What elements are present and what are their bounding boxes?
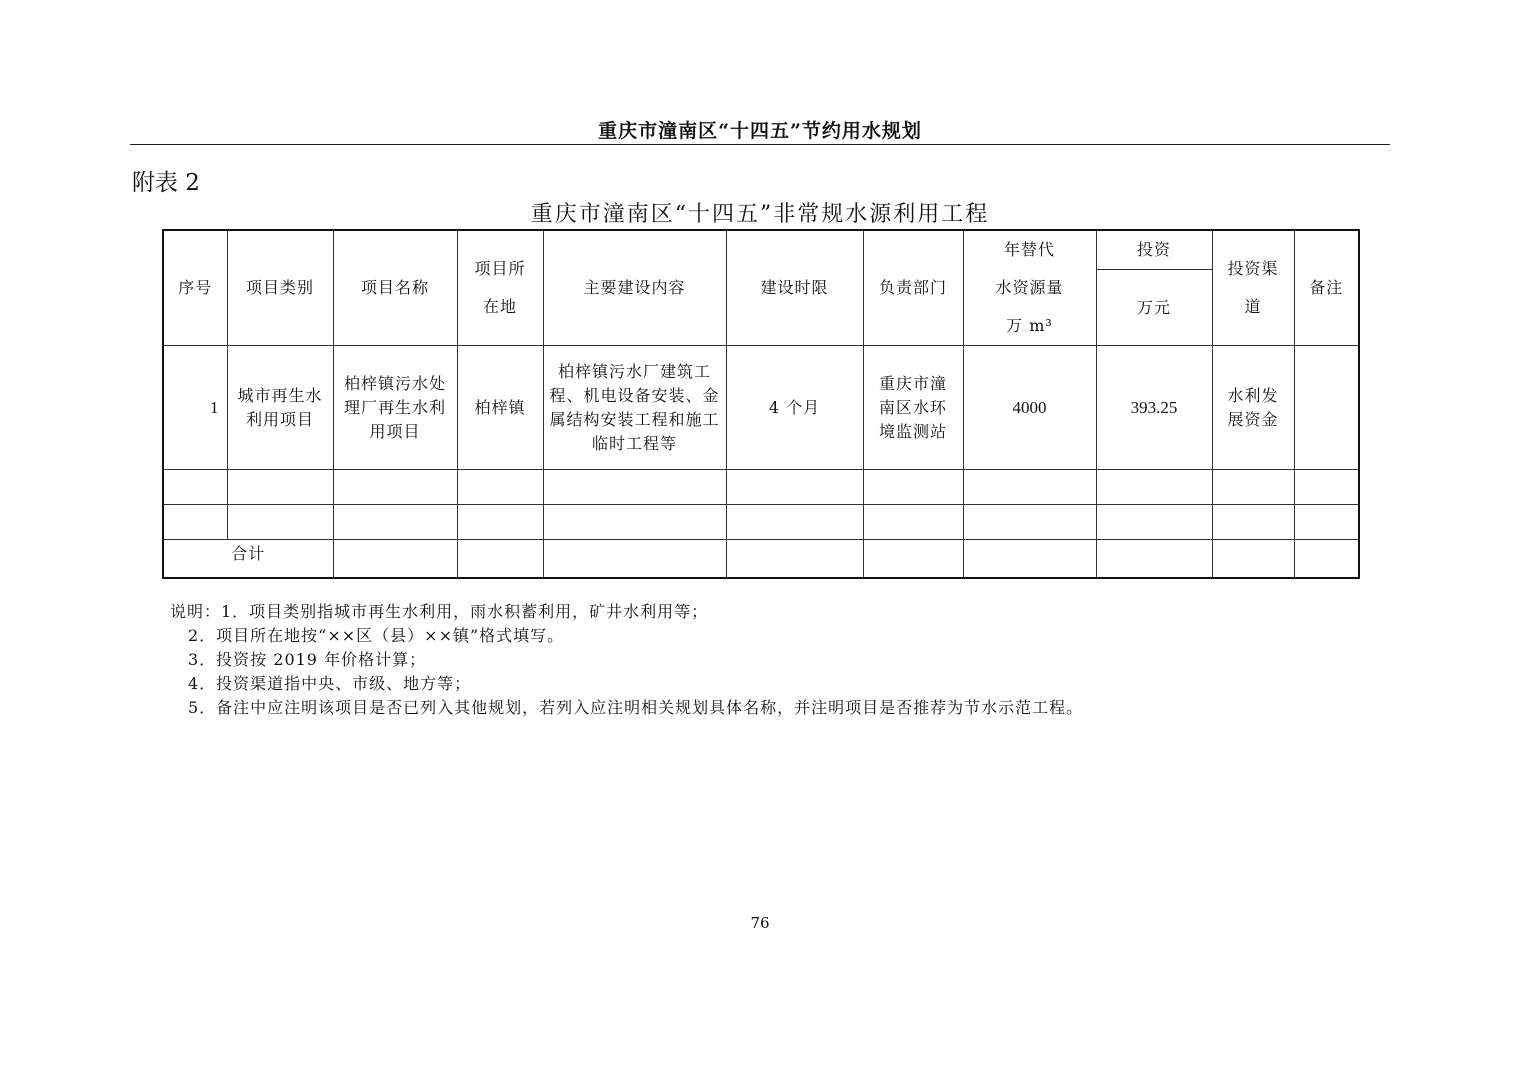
cell-seq: 1 — [163, 346, 227, 470]
page-number: 76 — [750, 914, 770, 932]
cell-water: 4000 — [963, 346, 1096, 470]
cell-remarks — [1294, 346, 1359, 470]
header-rule — [130, 144, 1390, 145]
header-remarks: 备注 — [1294, 230, 1359, 346]
header-water — [963, 230, 1096, 346]
cell-channel: 水利发展资金 — [1212, 346, 1294, 470]
header-water-line1: 年替代 — [1003, 240, 1055, 259]
running-header: 重庆市潼南区“十四五”节约用水规划 — [598, 120, 922, 142]
header-period: 建设时限 — [726, 230, 863, 346]
header-category: 项目类别 — [227, 230, 333, 346]
note-line: 3．投资按 2019 年价格计算； — [188, 650, 427, 669]
header-location-line1: 项目所 — [474, 259, 526, 278]
empty-row — [163, 505, 1359, 540]
note-line: 4．投资渠道指中央、市级、地方等； — [188, 674, 472, 693]
header-location — [457, 230, 543, 346]
header-channel-line2: 道 — [1244, 297, 1262, 316]
total-row — [163, 540, 1359, 578]
header-investment: 投资 — [1096, 230, 1212, 270]
note-line: 说明：1．项目类别指城市再生水利用，雨水积蓄利用，矿井水利用等； — [170, 602, 709, 621]
cell-investment: 393.25 — [1096, 346, 1212, 470]
cell-location: 柏梓镇 — [457, 346, 543, 470]
header-water-line3: 万 m³ — [1006, 316, 1053, 335]
header-water-line2: 水资源量 — [995, 278, 1064, 297]
cell-category: 城市再生水利用项目 — [227, 346, 333, 470]
appendix-label: 附表 2 — [132, 170, 200, 196]
header-location-line2: 在地 — [482, 297, 517, 316]
table-title: 重庆市潼南区“十四五”非常规水源利用工程 — [530, 202, 990, 227]
empty-row — [163, 470, 1359, 505]
header-seq: 序号 — [163, 230, 227, 346]
table-row — [163, 346, 1359, 470]
cell-department: 重庆市潼南区水环境监测站 — [863, 346, 963, 470]
header-channel — [1212, 230, 1294, 346]
header-content: 主要建设内容 — [543, 230, 726, 346]
header-name: 项目名称 — [333, 230, 457, 346]
header-investment-unit: 万元 — [1096, 270, 1212, 346]
cell-content: 柏梓镇污水厂建筑工程、机电设备安装、金属结构安装工程和施工临时工程等 — [543, 346, 726, 470]
note-line: 2．项目所在地按“××区（县）××镇”格式填写。 — [188, 626, 565, 645]
notes — [170, 600, 1083, 720]
total-label: 合计 — [163, 540, 333, 578]
cell-name: 柏梓镇污水处理厂再生水利用项目 — [333, 346, 457, 470]
header-channel-line1: 投资渠 — [1227, 259, 1279, 278]
project-table — [162, 229, 1360, 579]
header-row-1 — [163, 230, 1359, 270]
note-line: 5．备注中应注明该项目是否已列入其他规划，若列入应注明相关规划具体名称，并注明项目是否推荐为节水示范工程。 — [188, 698, 1084, 717]
cell-period: 4 个月 — [726, 346, 863, 470]
header-department: 负责部门 — [863, 230, 963, 346]
